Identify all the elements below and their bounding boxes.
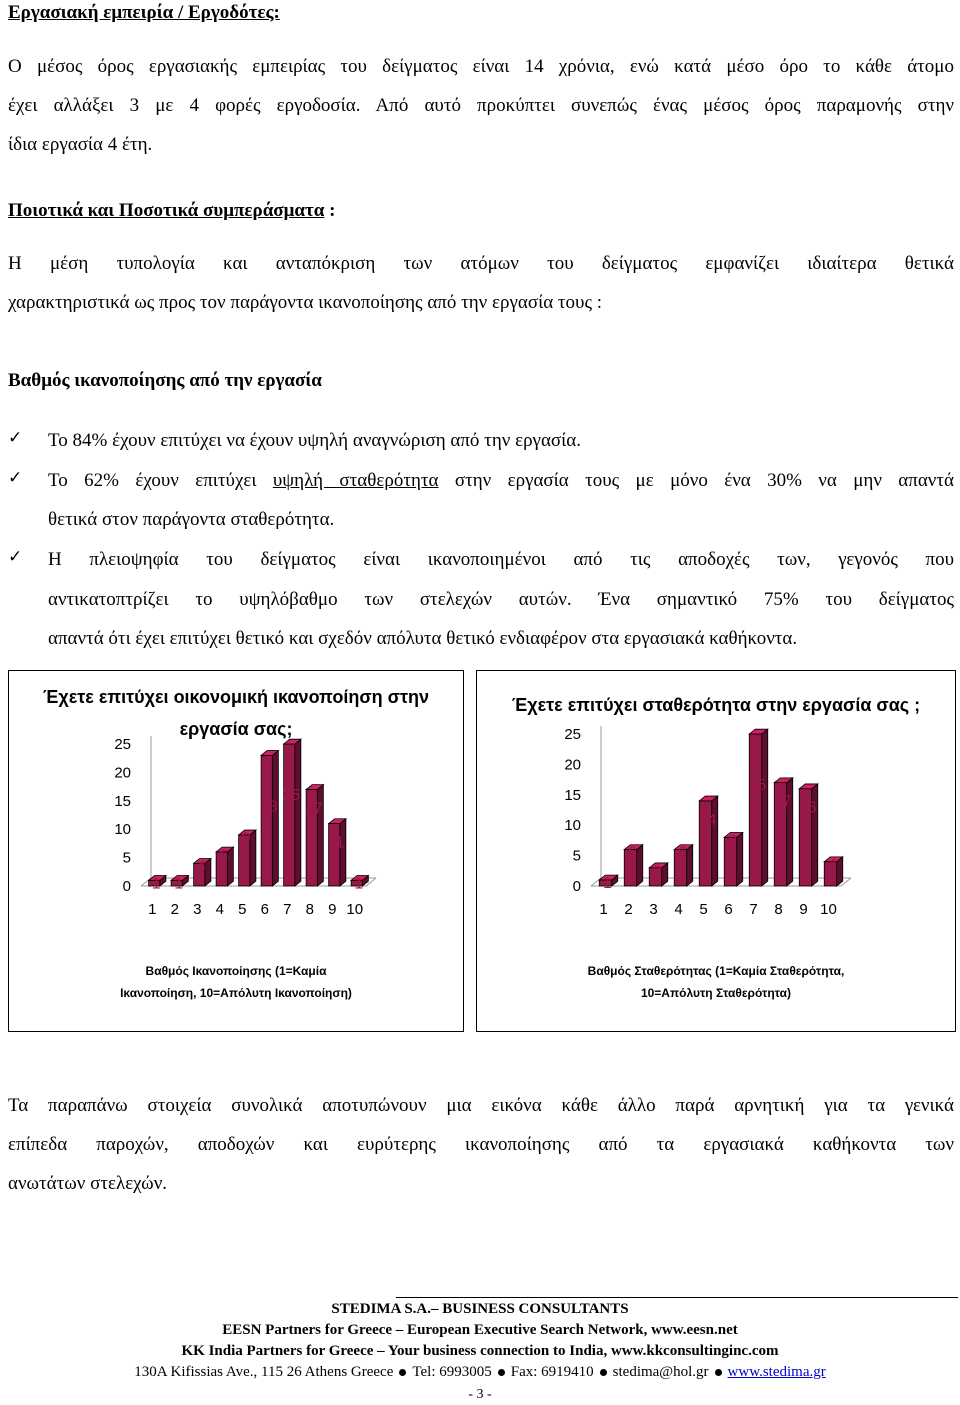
paragraph-line: Ο μέσος όρος εργασιακής εμπειρίας του δείγματος είναι 14 χρόνια, ενώ κατά μέσο όρο το κάθε άτομο	[8, 56, 954, 77]
chart-y-tick-label: 10	[564, 817, 581, 835]
chart-data-label: 9	[241, 829, 251, 847]
chart-x-tick-label: 7	[283, 901, 292, 918]
bullet-dot-icon	[715, 1369, 722, 1376]
chart-data-label: 17	[304, 800, 323, 818]
checkmark-icon: ✓	[8, 547, 23, 567]
chart-data-label: 6	[628, 844, 637, 862]
chart-data-label: 1	[151, 875, 161, 893]
chart-y-tick-label: 25	[564, 726, 581, 743]
chart-x-tick-label: 3	[649, 901, 658, 918]
chart-y-tick-label: 20	[564, 756, 581, 774]
chart-x-tick-label: 9	[799, 901, 808, 918]
paragraph-line: επίπεδα παροχών, αποδοχών και ευρύτερης ικανοποίησης από τα εργασιακά καθήκοντα των	[8, 1134, 954, 1155]
chart-bar-side	[687, 845, 693, 886]
chart-x-tick-label: 4	[674, 901, 683, 918]
chart-data-label: 16	[798, 799, 817, 817]
chart-bar-side	[737, 833, 743, 886]
chart-x-tick-label: 3	[193, 901, 202, 918]
section-heading-work-experience: Εργασιακή εμπειρία / Εργοδότες:	[8, 2, 280, 23]
chart-x-tick-label: 1	[148, 901, 157, 918]
footer-eesn: EESN Partners for Greece – European Executive Search Network, www.eesn.net	[222, 1322, 738, 1338]
chart-data-label: 11	[327, 834, 345, 852]
bullet-item: Το 84% έχουν επιτύχει να έχουν υψηλή αναγνώριση από την εργασία.	[48, 430, 581, 451]
chart-bar-front	[284, 744, 295, 886]
chart-bar-side	[637, 845, 643, 886]
chart-back-wall	[591, 726, 601, 886]
paragraph-line: ίδια εργασία 4 έτη.	[8, 134, 153, 155]
checkmark-icon: ✓	[8, 468, 23, 488]
chart-back-wall	[141, 736, 151, 886]
paragraph-line: χαρακτηριστικά ως προς τον παράγοντα ικανοποίησης από την εργασία τους :	[8, 292, 602, 313]
chart-y-tick-label: 10	[114, 821, 131, 839]
chart-bar-side	[250, 830, 256, 886]
bullet-text: Το 62% έχουν επιτύχει	[48, 470, 273, 491]
bullet-item-continuation: αντικατοπτρίζει το υψηλόβαθμο των στελεχών αυτών. Ένα σημαντικό 75% του δείγματος	[48, 589, 954, 610]
conclusions-heading-text: Ποιοτικά και Ποσοτικά συμπεράσματα	[8, 200, 325, 221]
chart-bar-side	[227, 847, 233, 886]
chart-bar	[749, 729, 768, 886]
footer-tel: Tel: 6993005	[412, 1364, 492, 1380]
chart-x-tick-label: 8	[774, 901, 783, 918]
chart-bar-side	[295, 739, 301, 886]
chart-y-tick-label: 15	[114, 792, 131, 810]
footer-kk-india: KK India Partners for Greece – Your business connection to India, www.kkconsultinginc.com	[181, 1343, 779, 1359]
chart-x-tick-label: 5	[238, 901, 247, 918]
chart-y-tick-label: 15	[564, 786, 581, 804]
bullet-item-continuation: θετικά στον παράγοντα σταθερότητα.	[48, 509, 335, 530]
chart-data-label: 17	[773, 793, 792, 811]
bullet-item: Η πλειοψηφία του δείγματος είναι ικανοποιημένοι από τις αποδοχές των, γεγονός που	[48, 549, 954, 570]
chart-x-tick-label: 6	[260, 901, 269, 918]
footer-contact	[0, 1362, 960, 1383]
chart-data-label: 1	[603, 874, 612, 892]
footer-website-link[interactable]: www.stedima.gr	[727, 1364, 826, 1380]
chart-data-label: 3	[653, 862, 662, 880]
footer-email: stedima@hol.gr	[612, 1364, 709, 1380]
chart-y-tick-label: 5	[122, 849, 131, 867]
chart-x-tick-label: 1	[599, 901, 608, 918]
footer-address: 130A Kifissias Ave., 115 26 Athens Greece	[134, 1364, 394, 1380]
section-heading-satisfaction: Βαθμός ικανοποίησης από την εργασία	[8, 370, 322, 391]
footer-divider	[396, 1297, 958, 1298]
chart-bar	[329, 819, 346, 886]
chart-bar-front	[749, 734, 762, 886]
chart-data-label: 23	[259, 798, 278, 816]
chart-data-label: 8	[728, 832, 737, 850]
chart-data-label: 4	[196, 858, 206, 876]
bullet-dot-icon	[498, 1369, 505, 1376]
chart-x-tick-label: 4	[215, 901, 224, 918]
chart-bar-side	[762, 729, 768, 886]
chart-x-tick-label: 5	[699, 901, 708, 918]
chart-data-label: 1	[354, 875, 364, 893]
chart-x-tick-label: 8	[305, 901, 314, 918]
footer-fax: Fax: 6919410	[510, 1364, 594, 1380]
chart-data-label: 25	[282, 787, 301, 804]
section-heading-conclusions	[8, 196, 335, 226]
chart-bar	[284, 739, 301, 886]
chart-bar-side	[272, 751, 278, 886]
page-number: - 3 -	[468, 1387, 492, 1402]
chart-x-axis-label: 10=Απόλυτη Σταθερότητα)	[640, 986, 792, 1000]
chart-data-label: 6	[678, 844, 687, 862]
chart-title: Έχετε επιτύχει σταθερότητα στην εργασία σας ;	[511, 695, 921, 715]
bullet-text: στην εργασία τους με μόνο ένα 30% να μην απαντά	[438, 470, 954, 491]
chart-data-label: 6	[219, 846, 229, 864]
paragraph-line: έχει αλλάξει 3 με 4 φορές εργοδοσία. Από αυτό προκύπτει συνεπώς ένας μέσος όρος παραμονής στην	[8, 95, 954, 116]
conclusions-heading-suffix: :	[324, 200, 336, 221]
chart-x-axis-label: Βαθμός Ικανοποίησης (1=Καμία	[145, 964, 327, 978]
chart-bar-side	[340, 819, 346, 886]
chart-bar-side	[712, 796, 718, 886]
bullet-item-continuation: απαντά ότι έχει επιτύχει θετικό και σχεδόν απόλυτα θετικό ενδιαφέρον στα εργασιακά καθήκοντα.	[48, 628, 798, 649]
chart-y-tick-label: 25	[114, 736, 131, 753]
bullet-dot-icon	[600, 1369, 607, 1376]
chart-bar	[699, 796, 718, 886]
chart-x-tick-label: 6	[724, 901, 733, 918]
chart-x-tick-label: 10	[346, 901, 364, 918]
chart-y-tick-label: 0	[572, 878, 581, 895]
chart-title: εργασία σας;	[179, 719, 293, 739]
chart-x-tick-label: 10	[820, 901, 837, 918]
chart-x-tick-label: 2	[170, 901, 179, 918]
bullet-dot-icon	[399, 1369, 406, 1376]
chart-bar-front	[329, 824, 340, 886]
checkmark-icon: ✓	[8, 428, 23, 448]
paragraph-line: Η μέση τυπολογία και ανταπόκριση των ατόμων του δείγματος εμφανίζει ιδιαίτερα θετικά	[8, 253, 954, 274]
chart-x-axis-label: Βαθμός Σταθερότητας (1=Καμία Σταθερότητα,	[587, 964, 845, 978]
chart-x-axis-label: Ικανοποίηση, 10=Απόλυτη Ικανοποίηση)	[120, 986, 352, 1000]
chart-x-tick-label: 7	[749, 901, 758, 918]
chart-data-label: 25	[748, 777, 767, 794]
chart-y-tick-label: 20	[114, 764, 131, 782]
paragraph-line: ανωτάτων στελεχών.	[8, 1173, 168, 1194]
bullet-underlined-text: υψηλή σταθερότητα	[272, 470, 439, 491]
chart-financial-satisfaction	[8, 670, 464, 1032]
chart-bar-front	[261, 755, 272, 886]
footer-company: STEDIMA S.A.– BUSINESS CONSULTANTS	[331, 1301, 629, 1317]
bullet-item	[48, 461, 954, 500]
chart-data-label: 4	[828, 856, 837, 874]
paragraph-line: Τα παραπάνω στοιχεία συνολικά αποτυπώνουν μια εικόνα κάθε άλλο παρά αρνητική για τα γενικά	[8, 1095, 954, 1116]
chart-job-stability	[476, 670, 956, 1032]
chart-x-tick-label: 9	[328, 901, 337, 918]
chart-data-label: 14	[698, 811, 717, 829]
chart-y-tick-label: 0	[122, 878, 131, 895]
chart-bar	[261, 751, 278, 886]
chart-data-label: 1	[174, 875, 184, 893]
chart-x-tick-label: 2	[624, 901, 633, 918]
chart-title: Έχετε επιτύχει οικονομική ικανοποίηση στην	[42, 687, 429, 707]
chart-y-tick-label: 5	[572, 847, 581, 865]
